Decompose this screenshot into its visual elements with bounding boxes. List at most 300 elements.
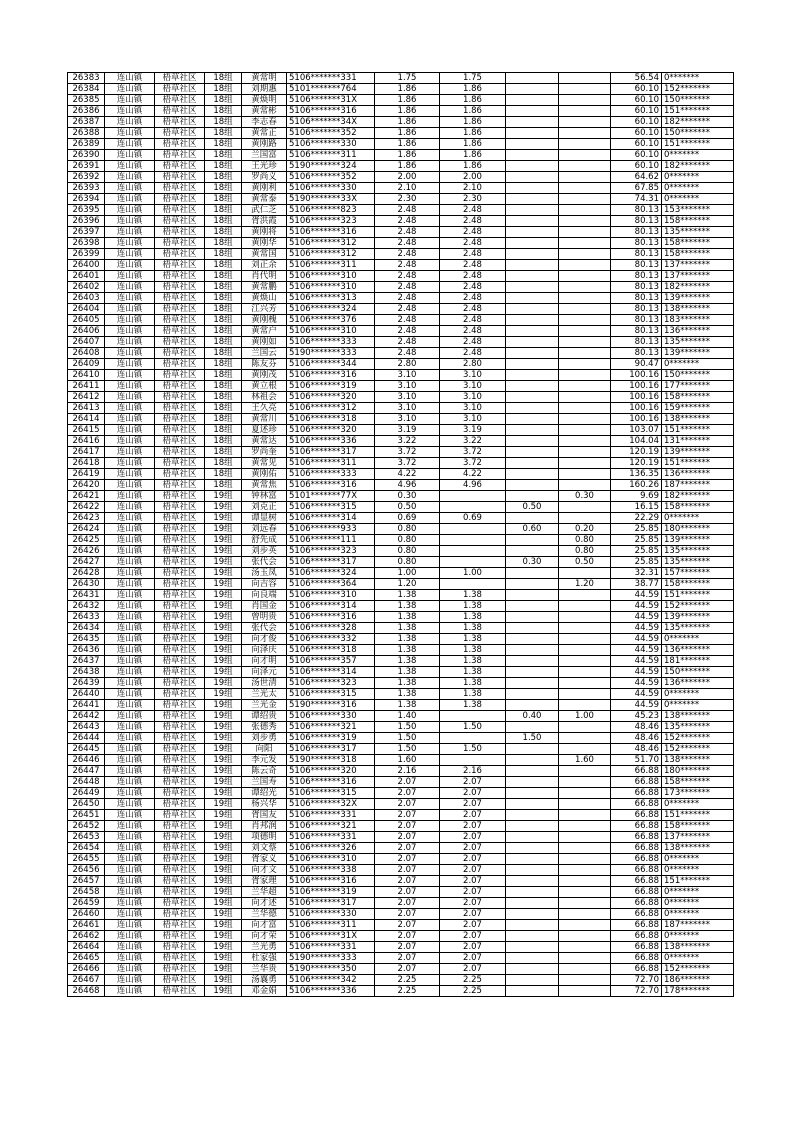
cell-name: 向泽庆	[242, 645, 287, 656]
cell-area-b	[506, 832, 559, 843]
cell-area-b	[506, 249, 559, 260]
cell-name: 张代会	[242, 557, 287, 568]
cell-town: 连山镇	[105, 458, 155, 469]
cell-amount: 80.13	[611, 293, 662, 304]
cell-area-b	[506, 326, 559, 337]
cell-total-area: 2.00	[375, 172, 440, 183]
cell-name: 曾明贵	[242, 612, 287, 623]
cell-area-c	[559, 227, 611, 238]
cell-community: 梧草社区	[155, 282, 205, 293]
cell-area-b	[506, 150, 559, 161]
cell-row-number: 26403	[68, 293, 105, 304]
cell-amount: 25.85	[611, 535, 662, 546]
cell-area-c	[559, 656, 611, 667]
cell-row-number: 26395	[68, 205, 105, 216]
cell-total-area: 1.38	[375, 645, 440, 656]
cell-total-area: 1.86	[375, 150, 440, 161]
cell-town: 连山镇	[105, 260, 155, 271]
cell-area-a	[440, 711, 506, 722]
cell-area-a: 2.07	[440, 821, 506, 832]
cell-phone: 152*******	[662, 601, 734, 612]
cell-id-number: 5106*******312	[287, 238, 375, 249]
cell-area-c	[559, 271, 611, 282]
cell-amount: 44.59	[611, 689, 662, 700]
cell-community: 梧草社区	[155, 535, 205, 546]
cell-row-number: 26387	[68, 117, 105, 128]
cell-amount: 80.13	[611, 205, 662, 216]
cell-phone: 138*******	[662, 755, 734, 766]
cell-row-number: 26468	[68, 986, 105, 997]
cell-area-b	[506, 788, 559, 799]
table-row	[68, 854, 734, 865]
cell-group: 19组	[205, 986, 242, 997]
cell-row-number: 26414	[68, 414, 105, 425]
cell-amount: 74.31	[611, 194, 662, 205]
table-row	[68, 887, 734, 898]
cell-community: 梧草社区	[155, 326, 205, 337]
cell-group: 18组	[205, 260, 242, 271]
cell-group: 18组	[205, 238, 242, 249]
cell-id-number: 5106*******321	[287, 722, 375, 733]
table-row	[68, 821, 734, 832]
cell-name: 黄刚槐	[242, 315, 287, 326]
cell-area-c: 0.50	[559, 557, 611, 568]
cell-total-area: 2.48	[375, 271, 440, 282]
cell-phone: 136*******	[662, 326, 734, 337]
cell-area-c	[559, 502, 611, 513]
cell-area-c	[559, 436, 611, 447]
cell-row-number: 26446	[68, 755, 105, 766]
cell-name: 谭绍贵	[242, 711, 287, 722]
cell-area-c	[559, 73, 611, 84]
cell-area-b	[506, 546, 559, 557]
cell-community: 梧草社区	[155, 623, 205, 634]
table-row	[68, 216, 734, 227]
cell-group: 18组	[205, 117, 242, 128]
cell-id-number: 5106*******310	[287, 326, 375, 337]
table-row	[68, 975, 734, 986]
cell-town: 连山镇	[105, 370, 155, 381]
cell-group: 19组	[205, 502, 242, 513]
cell-id-number: 5106*******314	[287, 667, 375, 678]
cell-row-number: 26405	[68, 315, 105, 326]
cell-area-b	[506, 678, 559, 689]
cell-community: 梧草社区	[155, 667, 205, 678]
cell-row-number: 26441	[68, 700, 105, 711]
cell-area-c	[559, 590, 611, 601]
cell-area-c	[559, 678, 611, 689]
cell-community: 梧草社区	[155, 216, 205, 227]
cell-phone: 137*******	[662, 271, 734, 282]
cell-name: 邓金娟	[242, 986, 287, 997]
cell-area-b	[506, 260, 559, 271]
cell-total-area: 2.07	[375, 843, 440, 854]
cell-area-c	[559, 788, 611, 799]
cell-community: 梧草社区	[155, 854, 205, 865]
cell-group: 19组	[205, 678, 242, 689]
cell-id-number: 5106*******315	[287, 788, 375, 799]
cell-total-area: 2.48	[375, 326, 440, 337]
cell-area-b	[506, 128, 559, 139]
cell-community: 梧草社区	[155, 161, 205, 172]
cell-community: 梧草社区	[155, 931, 205, 942]
cell-town: 连山镇	[105, 975, 155, 986]
cell-phone: 0*******	[662, 898, 734, 909]
cell-area-b	[506, 821, 559, 832]
cell-town: 连山镇	[105, 832, 155, 843]
cell-area-b	[506, 282, 559, 293]
table-row	[68, 920, 734, 931]
cell-town: 连山镇	[105, 172, 155, 183]
cell-community: 梧草社区	[155, 689, 205, 700]
cell-id-number: 5106*******316	[287, 370, 375, 381]
cell-amount: 80.13	[611, 326, 662, 337]
cell-name: 张代会	[242, 623, 287, 634]
cell-area-a: 2.48	[440, 293, 506, 304]
cell-phone: 182*******	[662, 117, 734, 128]
cell-group: 18组	[205, 95, 242, 106]
cell-area-c	[559, 403, 611, 414]
cell-total-area: 0.80	[375, 524, 440, 535]
cell-id-number: 5106*******330	[287, 909, 375, 920]
cell-total-area: 1.38	[375, 689, 440, 700]
cell-area-c: 0.80	[559, 546, 611, 557]
cell-area-b	[506, 612, 559, 623]
cell-area-a: 2.25	[440, 975, 506, 986]
cell-town: 连山镇	[105, 986, 155, 997]
cell-town: 连山镇	[105, 678, 155, 689]
cell-phone: 150*******	[662, 95, 734, 106]
cell-area-c	[559, 700, 611, 711]
table-row	[68, 271, 734, 282]
cell-community: 梧草社区	[155, 128, 205, 139]
cell-row-number: 26430	[68, 579, 105, 590]
cell-amount: 60.10	[611, 95, 662, 106]
cell-area-c	[559, 777, 611, 788]
cell-town: 连山镇	[105, 535, 155, 546]
cell-id-number: 5106*******319	[287, 733, 375, 744]
cell-area-a: 0.69	[440, 513, 506, 524]
cell-community: 梧草社区	[155, 480, 205, 491]
cell-amount: 48.46	[611, 733, 662, 744]
table-row	[68, 876, 734, 887]
table-row	[68, 106, 734, 117]
cell-phone: 151*******	[662, 106, 734, 117]
cell-area-a: 2.07	[440, 810, 506, 821]
cell-town: 连山镇	[105, 623, 155, 634]
cell-phone: 138*******	[662, 843, 734, 854]
cell-id-number: 5106*******311	[287, 260, 375, 271]
cell-area-c	[559, 106, 611, 117]
cell-id-number: 5106*******317	[287, 557, 375, 568]
cell-row-number: 26456	[68, 865, 105, 876]
cell-area-a: 1.86	[440, 106, 506, 117]
cell-id-number: 5106*******310	[287, 282, 375, 293]
cell-town: 连山镇	[105, 282, 155, 293]
cell-phone: 0*******	[662, 865, 734, 876]
cell-phone: 159*******	[662, 403, 734, 414]
cell-amount: 60.10	[611, 150, 662, 161]
cell-town: 连山镇	[105, 942, 155, 953]
cell-phone: 0*******	[662, 634, 734, 645]
cell-group: 19组	[205, 777, 242, 788]
cell-phone: 158*******	[662, 249, 734, 260]
cell-id-number: 5106*******317	[287, 744, 375, 755]
cell-name: 兰光太	[242, 689, 287, 700]
cell-total-area: 1.86	[375, 117, 440, 128]
cell-area-c	[559, 469, 611, 480]
cell-amount: 66.88	[611, 777, 662, 788]
cell-area-a: 2.07	[440, 942, 506, 953]
cell-id-number: 5106*******324	[287, 304, 375, 315]
cell-group: 18组	[205, 293, 242, 304]
cell-total-area: 2.07	[375, 810, 440, 821]
table-row	[68, 645, 734, 656]
cell-amount: 66.88	[611, 799, 662, 810]
cell-community: 梧草社区	[155, 469, 205, 480]
cell-name: 夏述珍	[242, 425, 287, 436]
cell-area-a: 2.48	[440, 315, 506, 326]
cell-area-b	[506, 876, 559, 887]
cell-id-number: 5106*******331	[287, 942, 375, 953]
cell-amount: 66.88	[611, 766, 662, 777]
cell-area-b: 0.50	[506, 502, 559, 513]
cell-id-number: 5106*******352	[287, 172, 375, 183]
cell-phone: 138*******	[662, 304, 734, 315]
cell-name: 黄刚佑	[242, 469, 287, 480]
cell-amount: 44.59	[611, 678, 662, 689]
cell-total-area: 3.10	[375, 381, 440, 392]
cell-id-number: 5101*******764	[287, 84, 375, 95]
table-row	[68, 150, 734, 161]
cell-town: 连山镇	[105, 744, 155, 755]
cell-area-a: 1.86	[440, 84, 506, 95]
cell-area-a: 2.48	[440, 249, 506, 260]
cell-community: 梧草社区	[155, 238, 205, 249]
cell-area-c	[559, 766, 611, 777]
cell-area-c	[559, 95, 611, 106]
cell-amount: 66.88	[611, 909, 662, 920]
cell-community: 梧草社区	[155, 458, 205, 469]
cell-area-a: 2.48	[440, 326, 506, 337]
cell-name: 黄常国	[242, 249, 287, 260]
cell-area-a	[440, 733, 506, 744]
cell-row-number: 26436	[68, 645, 105, 656]
cell-group: 18组	[205, 425, 242, 436]
cell-group: 19组	[205, 513, 242, 524]
cell-area-a	[440, 557, 506, 568]
cell-area-b	[506, 535, 559, 546]
cell-phone: 135*******	[662, 557, 734, 568]
cell-id-number: 5106*******823	[287, 205, 375, 216]
cell-area-c	[559, 865, 611, 876]
cell-id-number: 5106*******32X	[287, 799, 375, 810]
cell-row-number: 26410	[68, 370, 105, 381]
cell-group: 19组	[205, 700, 242, 711]
cell-community: 梧草社区	[155, 832, 205, 843]
cell-id-number: 5106*******34X	[287, 117, 375, 128]
table-row	[68, 964, 734, 975]
cell-area-b	[506, 865, 559, 876]
cell-name: 陈友芬	[242, 359, 287, 370]
table-row	[68, 733, 734, 744]
cell-community: 梧草社区	[155, 271, 205, 282]
cell-id-number: 5106*******323	[287, 216, 375, 227]
cell-row-number: 26464	[68, 942, 105, 953]
cell-amount: 100.16	[611, 392, 662, 403]
cell-amount: 44.59	[611, 601, 662, 612]
cell-row-number: 26422	[68, 502, 105, 513]
cell-group: 19组	[205, 744, 242, 755]
cell-total-area: 1.38	[375, 656, 440, 667]
cell-town: 连山镇	[105, 337, 155, 348]
table-row	[68, 678, 734, 689]
table-row	[68, 502, 734, 513]
cell-total-area: 2.48	[375, 227, 440, 238]
cell-id-number: 5106*******317	[287, 447, 375, 458]
cell-name: 向才文	[242, 865, 287, 876]
cell-name: 向吉容	[242, 579, 287, 590]
cell-area-a: 2.07	[440, 898, 506, 909]
table-row	[68, 986, 734, 997]
cell-group: 18组	[205, 359, 242, 370]
data-table	[67, 72, 734, 997]
cell-area-b	[506, 920, 559, 931]
cell-total-area: 0.30	[375, 491, 440, 502]
cell-area-a: 3.10	[440, 403, 506, 414]
table-row	[68, 898, 734, 909]
cell-area-c	[559, 568, 611, 579]
cell-name: 林祖会	[242, 392, 287, 403]
cell-town: 连山镇	[105, 568, 155, 579]
cell-phone: 151*******	[662, 139, 734, 150]
cell-amount: 80.13	[611, 227, 662, 238]
cell-total-area: 1.86	[375, 128, 440, 139]
cell-area-c	[559, 238, 611, 249]
cell-group: 19组	[205, 491, 242, 502]
table-row	[68, 524, 734, 535]
cell-area-b	[506, 755, 559, 766]
cell-phone: 0*******	[662, 931, 734, 942]
cell-area-c: 0.30	[559, 491, 611, 502]
cell-amount: 100.16	[611, 403, 662, 414]
cell-area-a: 2.07	[440, 920, 506, 931]
cell-amount: 44.59	[611, 667, 662, 678]
cell-phone: 182*******	[662, 282, 734, 293]
cell-town: 连山镇	[105, 106, 155, 117]
cell-phone: 0*******	[662, 73, 734, 84]
cell-community: 梧草社区	[155, 601, 205, 612]
cell-community: 梧草社区	[155, 348, 205, 359]
cell-row-number: 26445	[68, 744, 105, 755]
cell-row-number: 26416	[68, 436, 105, 447]
cell-community: 梧草社区	[155, 117, 205, 128]
cell-community: 梧草社区	[155, 821, 205, 832]
cell-name: 兰光金	[242, 700, 287, 711]
cell-area-a: 1.38	[440, 612, 506, 623]
cell-town: 连山镇	[105, 909, 155, 920]
cell-area-a: 2.48	[440, 348, 506, 359]
cell-town: 连山镇	[105, 502, 155, 513]
cell-amount: 25.85	[611, 546, 662, 557]
table-row	[68, 909, 734, 920]
cell-total-area: 1.38	[375, 590, 440, 601]
cell-total-area: 1.38	[375, 678, 440, 689]
cell-row-number: 26412	[68, 392, 105, 403]
cell-phone: 0*******	[662, 953, 734, 964]
cell-area-b	[506, 568, 559, 579]
cell-total-area: 0.80	[375, 546, 440, 557]
cell-name: 谭绍光	[242, 788, 287, 799]
cell-row-number: 26443	[68, 722, 105, 733]
cell-community: 梧草社区	[155, 359, 205, 370]
cell-amount: 66.88	[611, 854, 662, 865]
cell-area-a: 2.48	[440, 282, 506, 293]
cell-row-number: 26442	[68, 711, 105, 722]
cell-area-c	[559, 348, 611, 359]
cell-community: 梧草社区	[155, 722, 205, 733]
cell-area-a: 2.07	[440, 964, 506, 975]
table-row	[68, 744, 734, 755]
table-row	[68, 700, 734, 711]
cell-total-area: 3.72	[375, 458, 440, 469]
cell-area-b	[506, 854, 559, 865]
cell-town: 连山镇	[105, 73, 155, 84]
cell-phone: 0*******	[662, 359, 734, 370]
cell-area-c	[559, 370, 611, 381]
cell-group: 19组	[205, 612, 242, 623]
cell-area-b: 1.50	[506, 733, 559, 744]
cell-name: 黄常焦	[242, 480, 287, 491]
cell-area-c	[559, 84, 611, 95]
table-row	[68, 810, 734, 821]
cell-town: 连山镇	[105, 128, 155, 139]
cell-community: 梧草社区	[155, 986, 205, 997]
cell-community: 梧草社区	[155, 898, 205, 909]
cell-name: 李志春	[242, 117, 287, 128]
table-row	[68, 601, 734, 612]
cell-row-number: 26423	[68, 513, 105, 524]
cell-area-c	[559, 139, 611, 150]
cell-id-number: 5106*******310	[287, 271, 375, 282]
cell-amount: 66.88	[611, 964, 662, 975]
table-row	[68, 370, 734, 381]
cell-row-number: 26385	[68, 95, 105, 106]
cell-phone: 152*******	[662, 733, 734, 744]
cell-total-area: 3.10	[375, 370, 440, 381]
cell-area-a: 2.48	[440, 238, 506, 249]
cell-total-area: 1.86	[375, 161, 440, 172]
cell-town: 连山镇	[105, 656, 155, 667]
cell-area-b	[506, 480, 559, 491]
cell-total-area: 3.19	[375, 425, 440, 436]
cell-total-area: 2.48	[375, 315, 440, 326]
table-row	[68, 711, 734, 722]
cell-area-a: 1.38	[440, 601, 506, 612]
cell-area-b	[506, 73, 559, 84]
table-row	[68, 535, 734, 546]
cell-phone: 178*******	[662, 986, 734, 997]
cell-town: 连山镇	[105, 194, 155, 205]
cell-area-c: 1.00	[559, 711, 611, 722]
cell-area-c	[559, 304, 611, 315]
table-row	[68, 260, 734, 271]
cell-phone: 0*******	[662, 799, 734, 810]
cell-phone: 157*******	[662, 568, 734, 579]
cell-group: 19组	[205, 931, 242, 942]
cell-total-area: 1.38	[375, 623, 440, 634]
cell-area-a: 4.96	[440, 480, 506, 491]
